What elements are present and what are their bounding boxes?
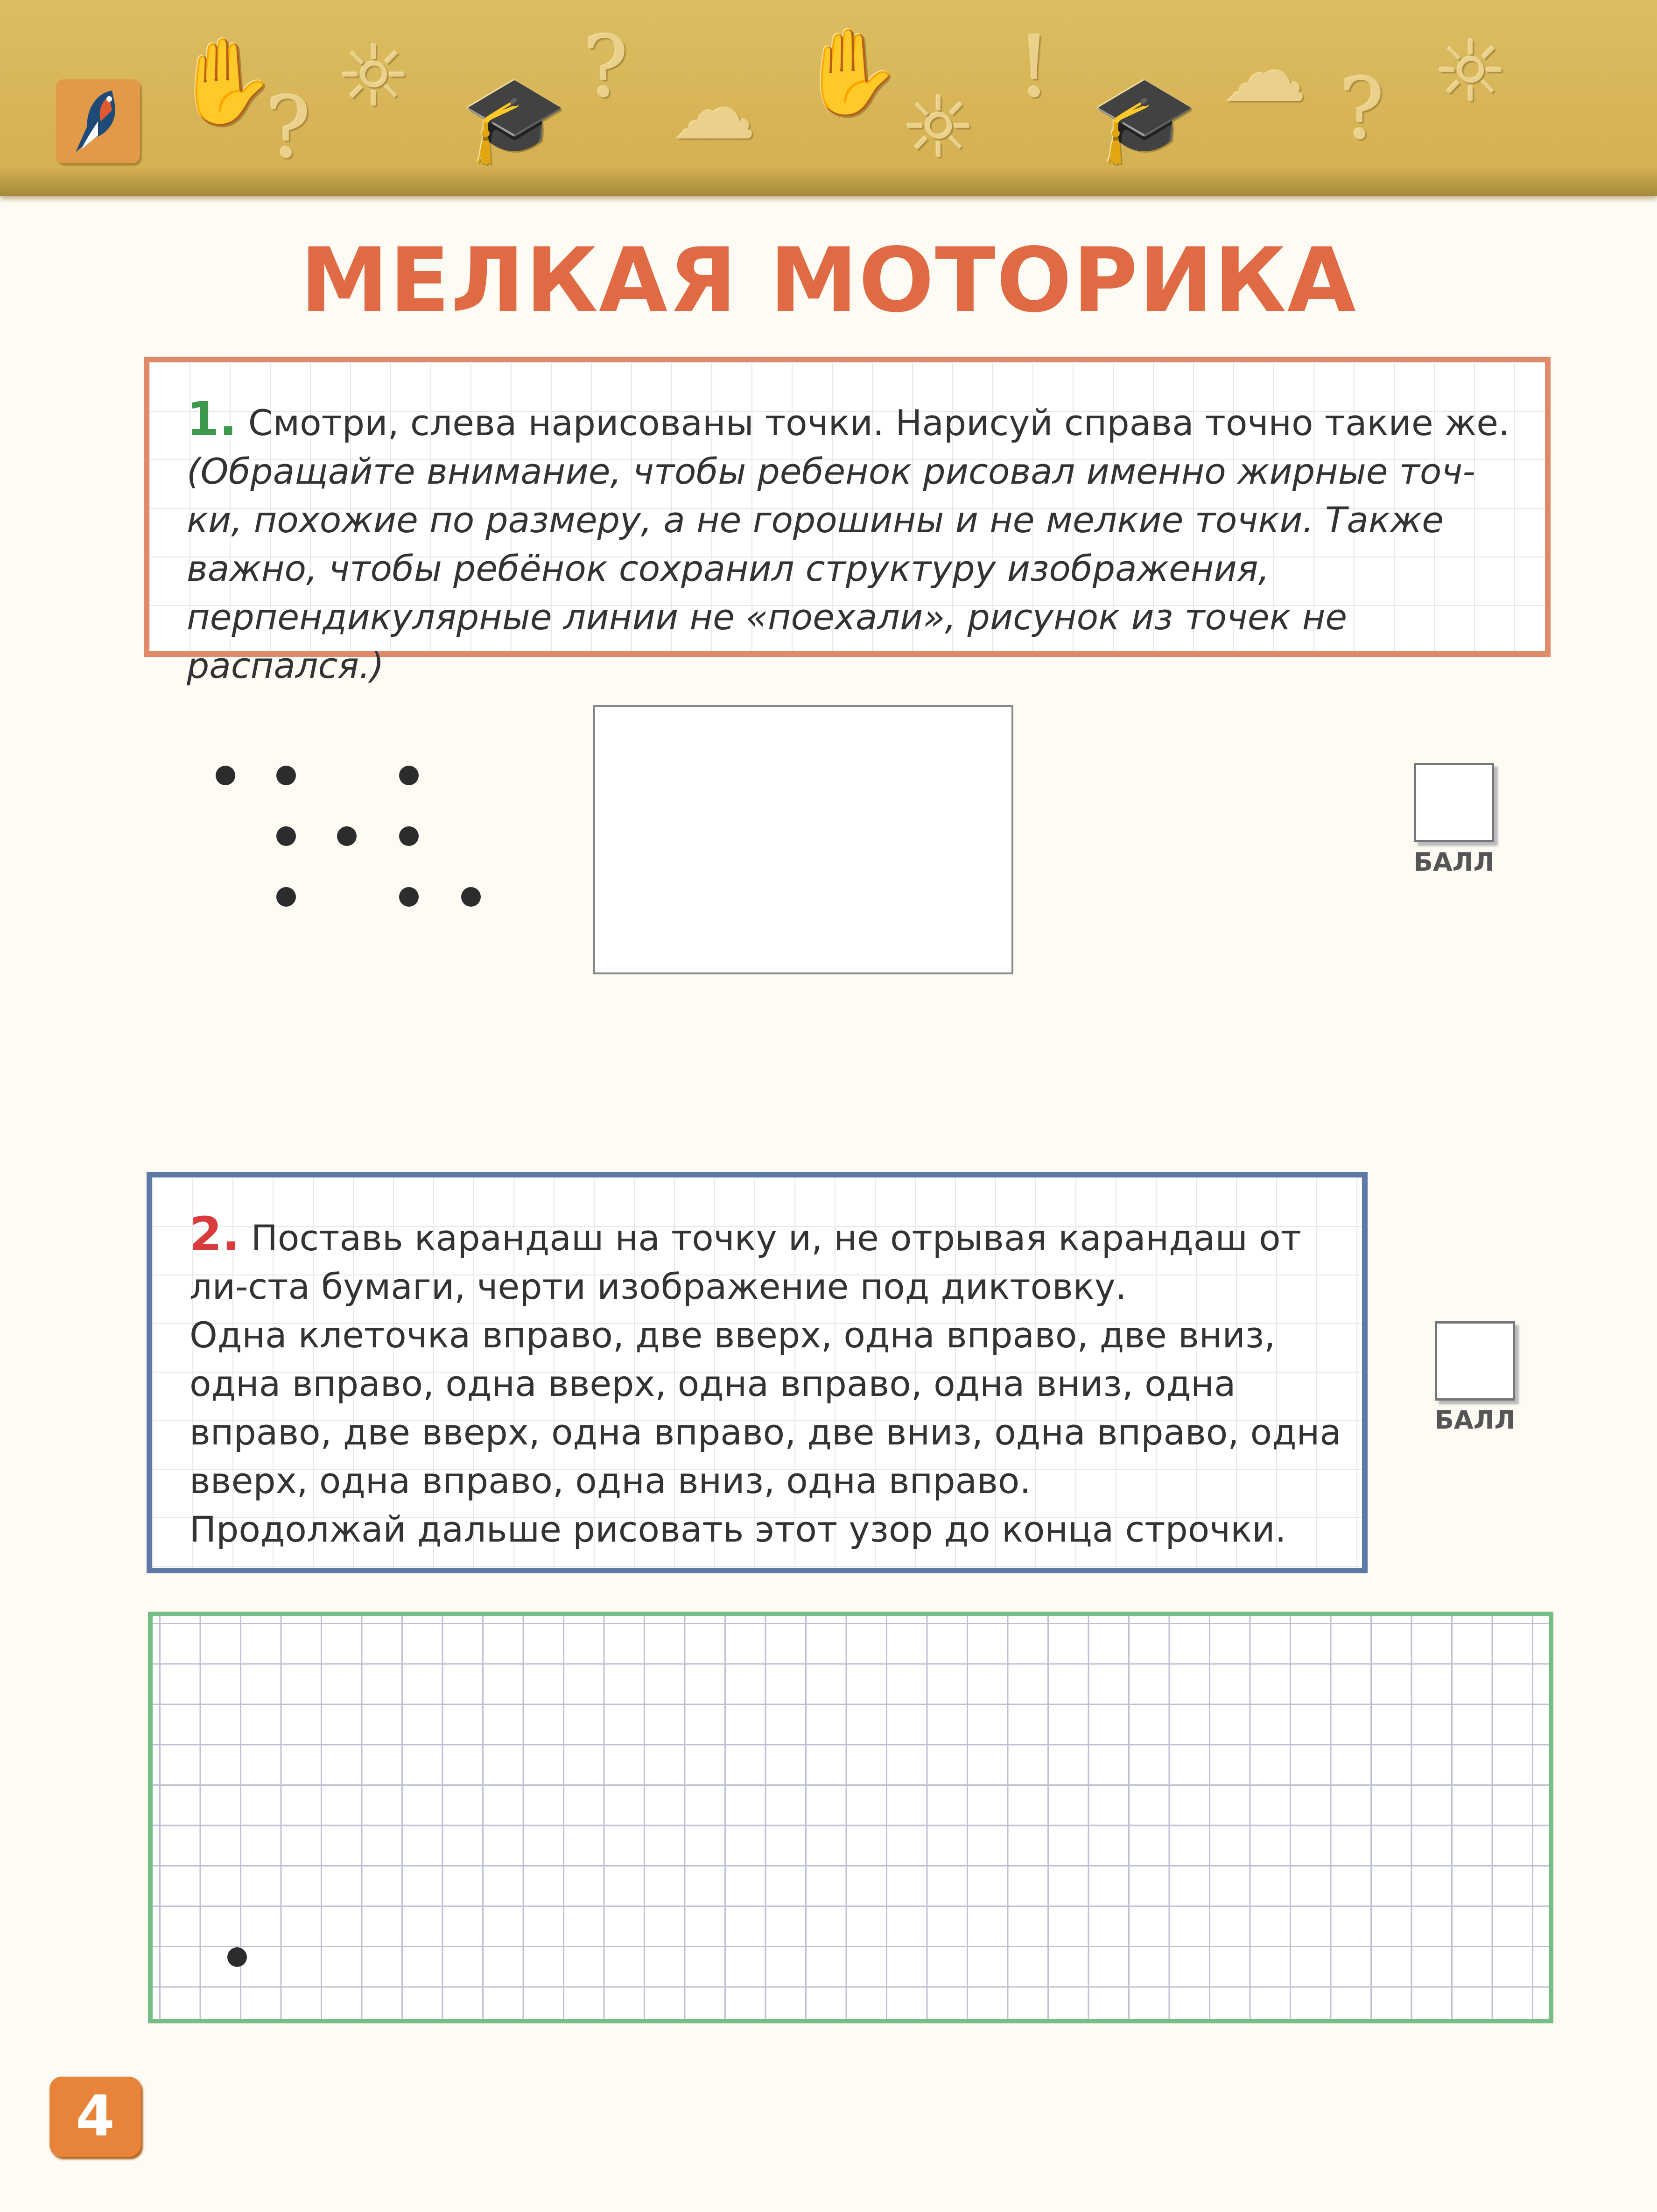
exclamation-icon: ? [266,79,311,177]
bird-logo-icon [56,79,140,163]
sun-icon: ☼ [1433,23,1509,121]
graduation-cap-icon: 🎓 [1092,70,1197,168]
score-label-2: БАЛЛ [1434,1405,1516,1435]
dot [276,826,296,846]
score-box-1[interactable] [1414,763,1494,842]
dot [399,766,419,785]
hand-icon: ✋ [173,33,278,131]
task-2-box [147,1172,1368,1573]
hand-icon: ✋ [798,24,903,121]
sun-icon: ☼ [336,28,412,126]
graph-paper-grid[interactable] [148,1612,1553,2023]
question-icon: ? [1340,61,1385,158]
graduation-cap-icon: 🎓 [462,70,567,168]
score-box-2[interactable] [1435,1321,1515,1401]
task-note: (Обращайте внимание, чтобы ребенок рисовал именно жирные точ-ки, похожие по размеру, а не горошины и не мелкие точки. Также важно, чтобы ребёнок сохранил структуру изображения, перпендикулярные линии не «поехали», рисунок из точек не распался.) [187,451,1475,686]
task-instruction: Поставь карандаш на точку и, не отрывая карандаш от ли-ста бумаги, черти изображение под диктовку. [190,1217,1301,1307]
dot [399,826,419,846]
dot [276,887,296,907]
task-2-text [190,1207,1343,1554]
dot [399,887,419,907]
sun-icon: ☼ [901,79,976,177]
task-instruction: Смотри, слева нарисованы точки. Нарисуй справа точно такие же. [248,402,1510,444]
task-1-text [187,392,1526,690]
page-title: МЕЛКАЯ МОТОРИКА [300,229,1357,332]
score-label-1: БАЛЛ [1413,847,1495,877]
cloud-person-icon: ☁ [1223,23,1307,121]
question-icon: ? [583,19,629,116]
dot [276,766,296,785]
dot [461,887,481,907]
exclamation-icon: ! [1018,19,1052,116]
task-1-box [144,357,1551,686]
header-banner [0,0,1657,196]
page-number: 4 [49,2077,141,2157]
drawing-area[interactable] [593,705,1013,974]
task-number: 2. [190,1207,240,1261]
dot [337,826,357,846]
task-dictation: Одна клеточка вправо, две вверх, одна вправо, две вниз, одна вправо, одна вверх, одна вправо, одна вниз, одна вправо, две вверх, одна вправо, две вниз, одна вправо, одна вверх, одна вправо, одна вниз, одна вправо. [190,1314,1341,1501]
cloud-person-icon: ☁ [672,61,756,158]
task-number: 1. [187,392,237,446]
dot [216,766,235,785]
start-dot [227,1947,247,1967]
task-continue: Продолжай дальше рисовать этот узор до конца строчки. [190,1508,1286,1550]
